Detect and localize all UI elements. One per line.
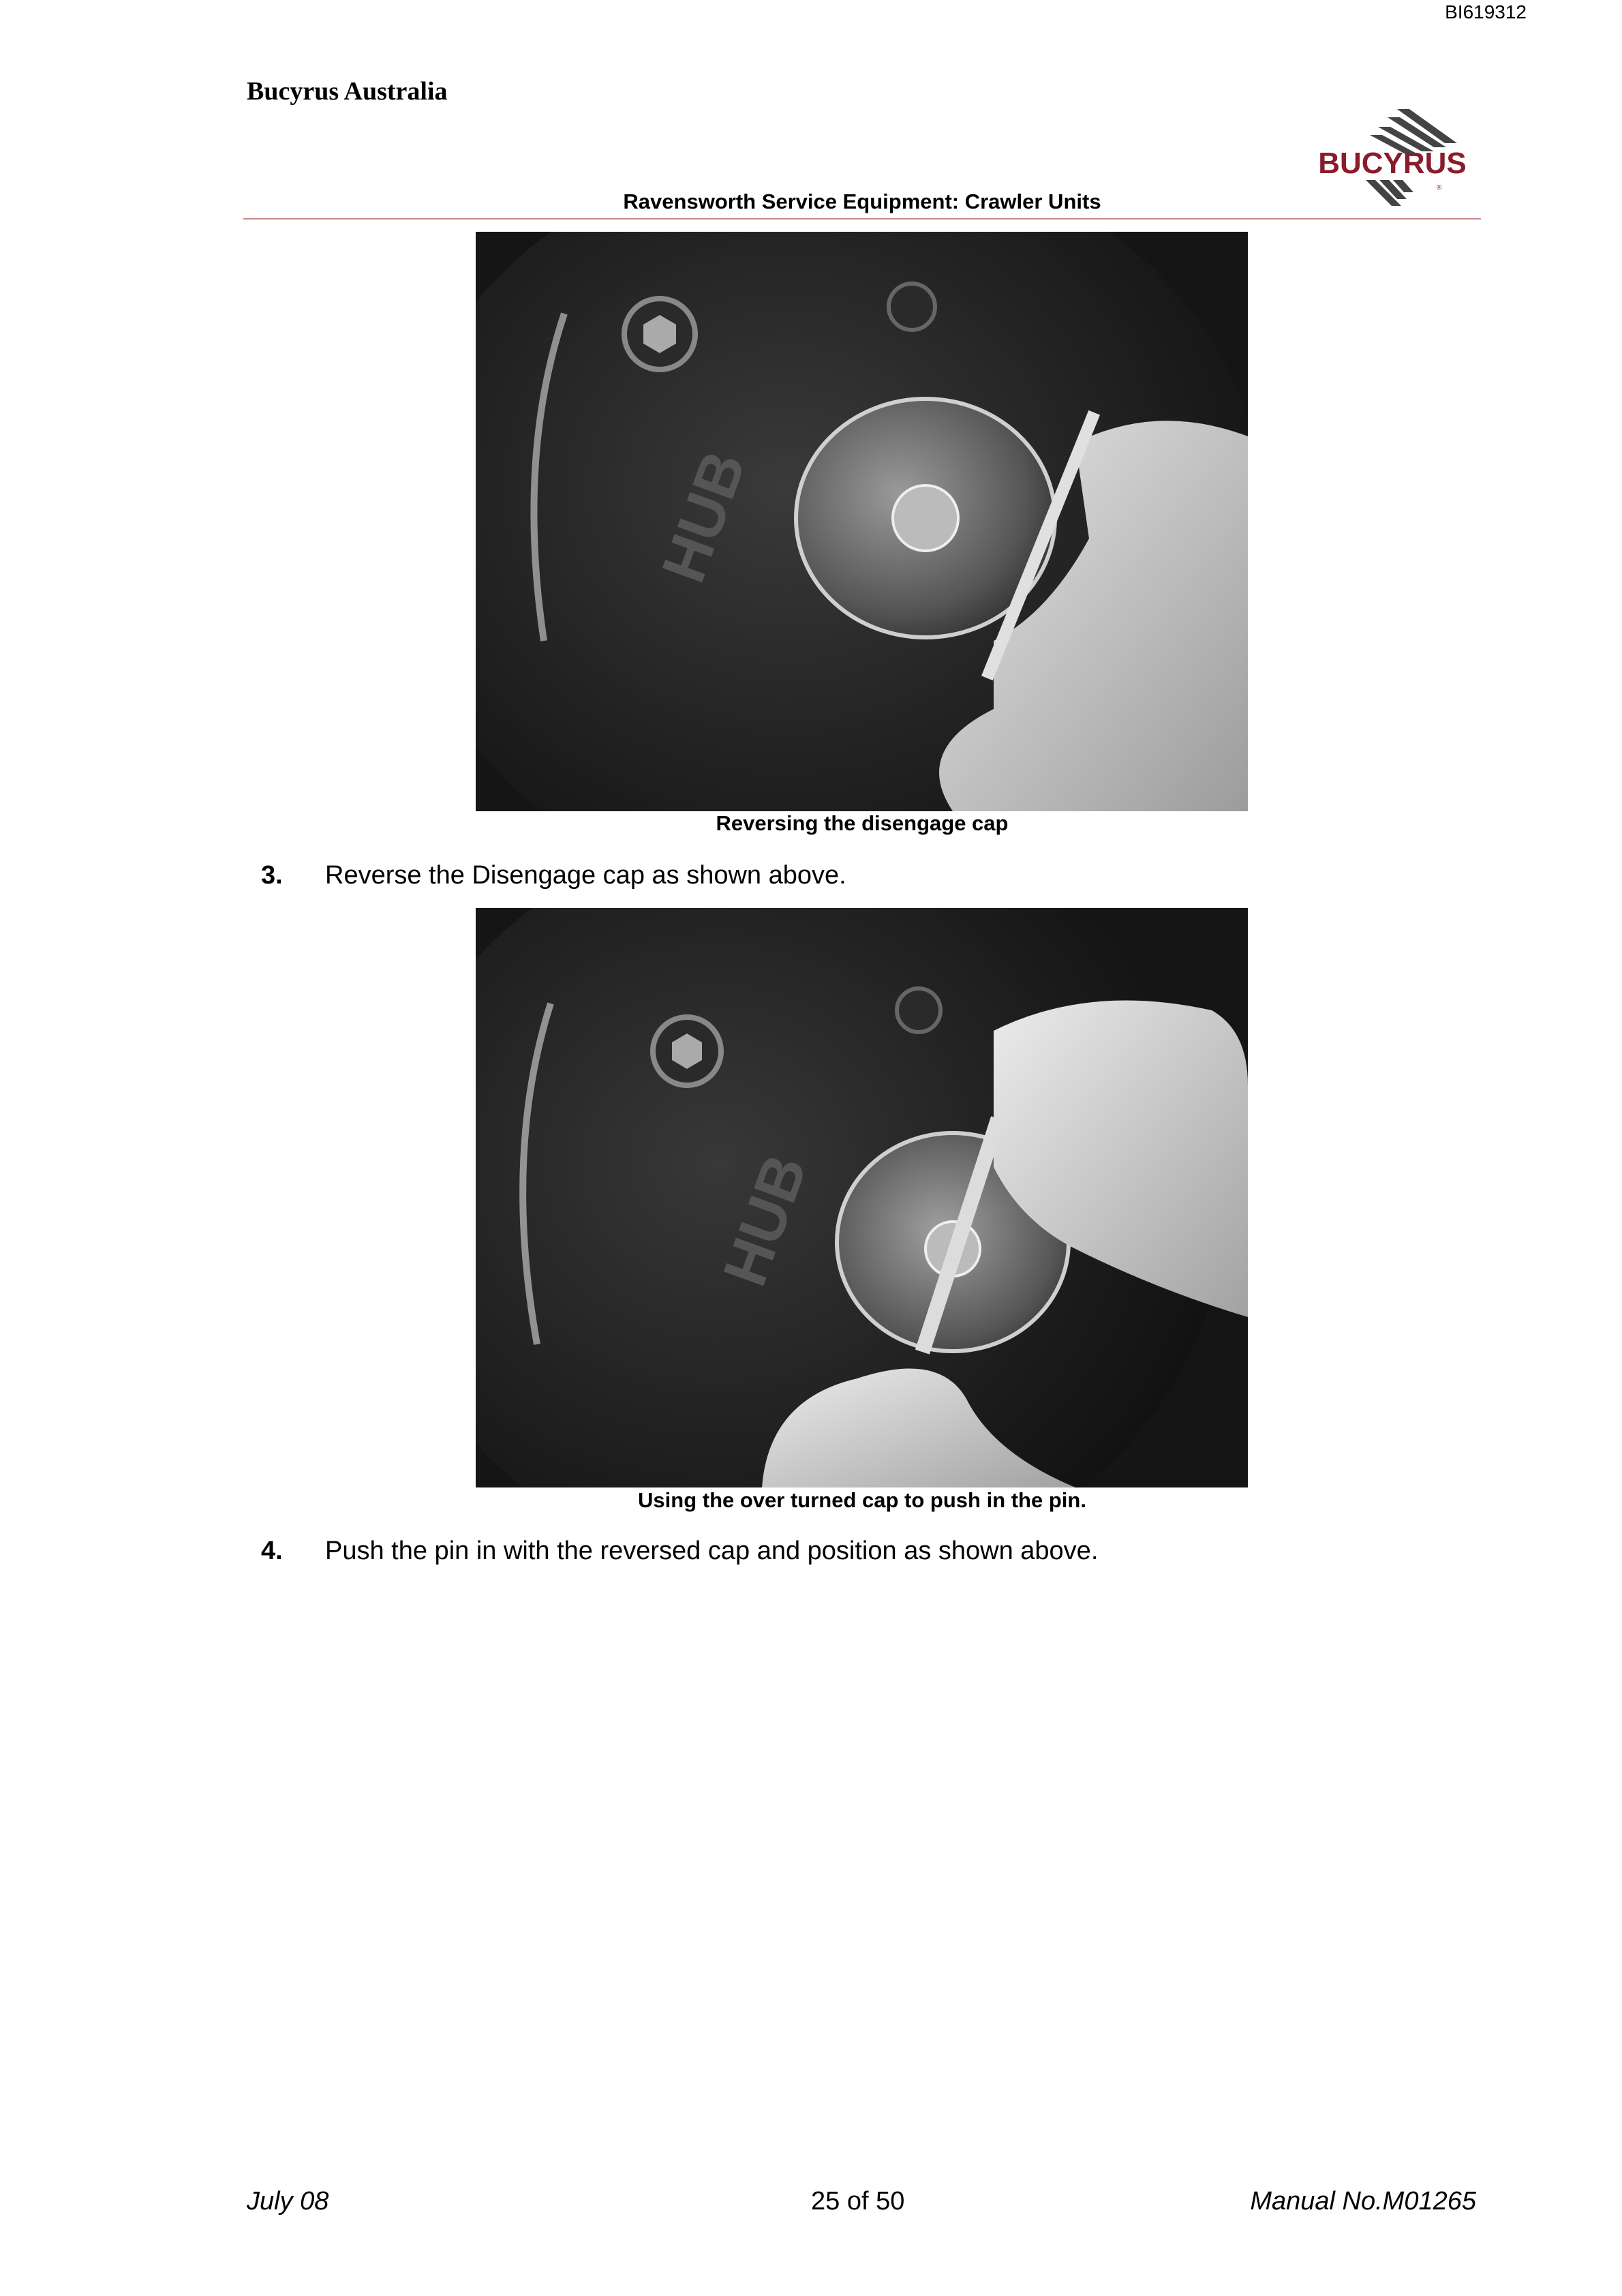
company-name: Bucyrus Australia [247, 77, 448, 106]
step-text: Push the pin in with the reversed cap and position as shown above. [325, 1537, 1099, 1565]
document-title: Ravensworth Service Equipment: Crawler Units [623, 190, 1101, 213]
figure-caption: Using the over turned cap to push in the pin. [638, 1488, 1086, 1512]
step-item [261, 1537, 1098, 1566]
step-number: 4. [261, 1537, 283, 1565]
manual-number: Manual No.M01265 [1250, 2187, 1476, 2216]
document-id: BI619312 [1445, 1, 1527, 22]
svg-text:HUB: HUB [649, 442, 759, 591]
photo-reversing-cap [476, 232, 1248, 811]
svg-text:HUB: HUB [710, 1146, 821, 1295]
figure-caption: Reversing the disengage cap [716, 811, 1009, 835]
step-number: 3. [261, 861, 283, 890]
page-number: 25 of 50 [811, 2187, 905, 2216]
footer-date: July 08 [247, 2187, 329, 2216]
header-divider [243, 218, 1481, 220]
step-item [261, 861, 846, 890]
svg-text:®: ® [1437, 184, 1442, 192]
step-text: Reverse the Disengage cap as shown above. [325, 861, 846, 890]
photo-push-pin [476, 908, 1248, 1487]
logo-wordmark: BUCYRUS [1318, 147, 1467, 180]
